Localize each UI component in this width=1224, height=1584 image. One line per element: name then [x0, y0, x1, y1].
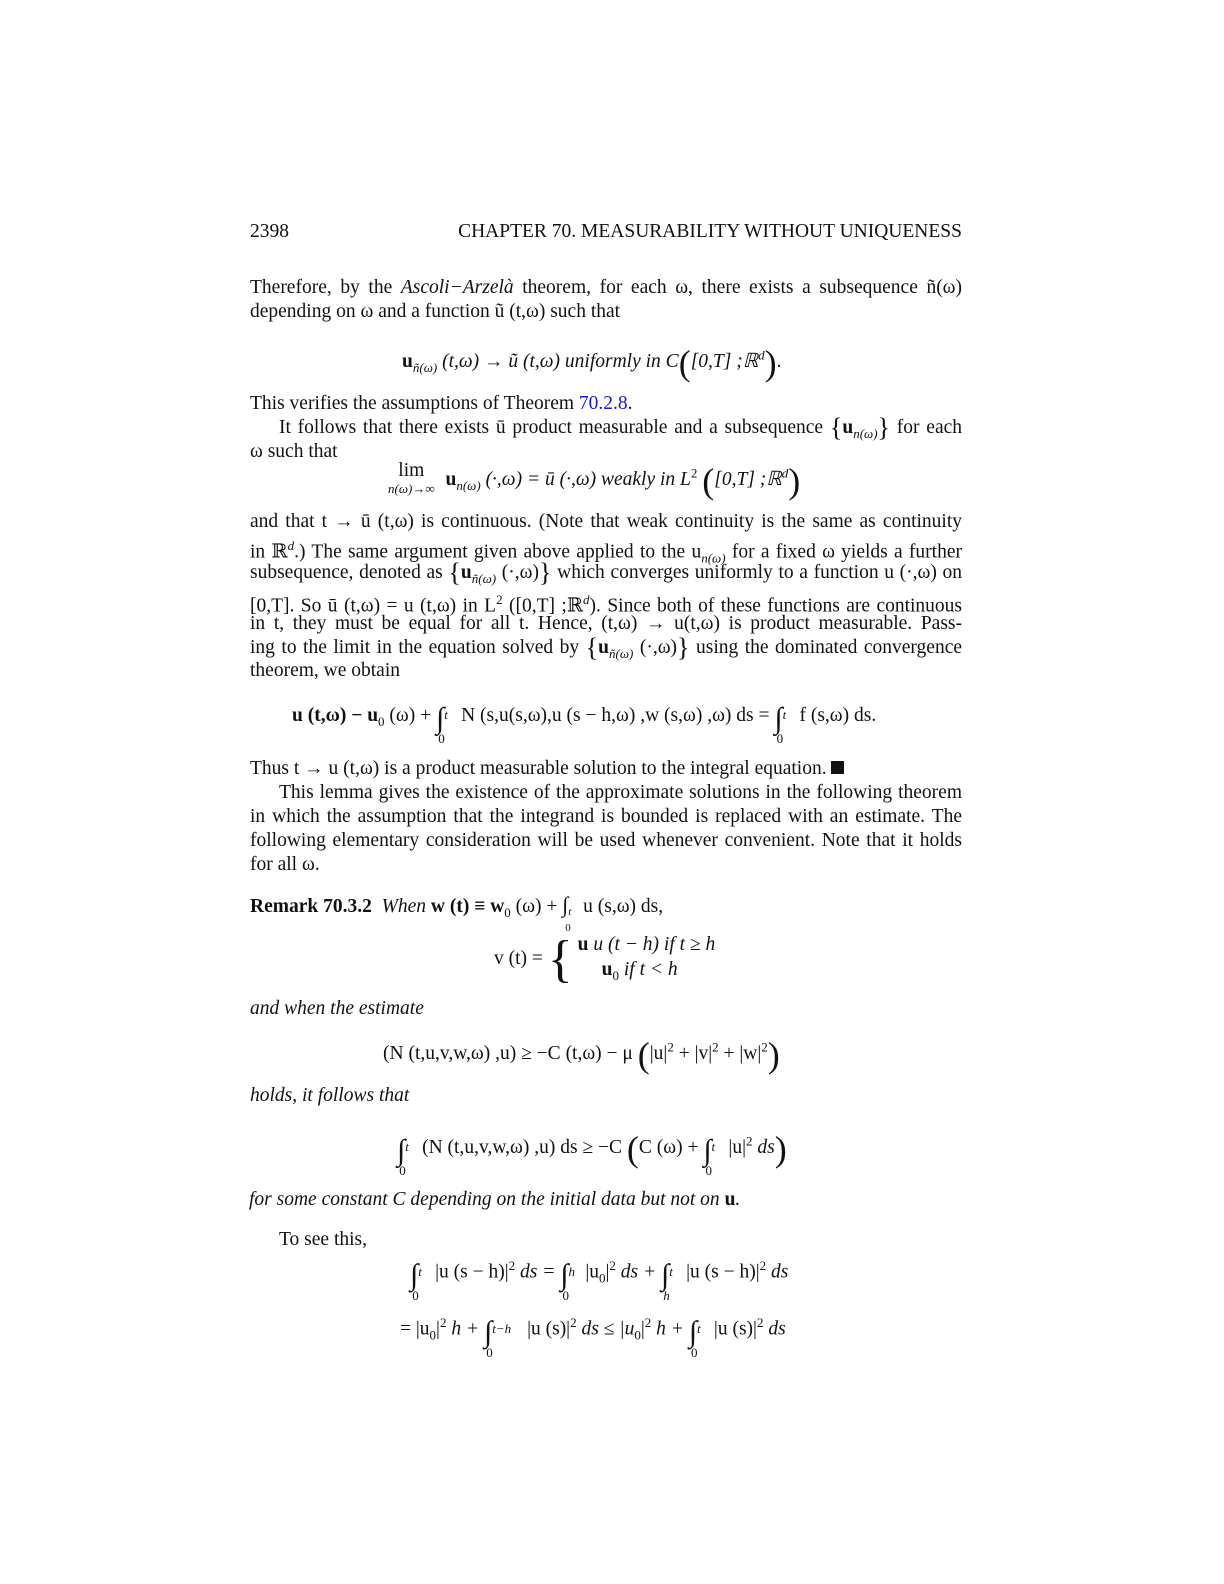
paragraph-line: Thus t → u (t,ω) is a product measurable solution to the integral equation.	[250, 757, 844, 781]
paragraph-line: To see this,	[279, 1229, 367, 1250]
paragraph-line: and when the estimate	[250, 998, 424, 1019]
paragraph-line: for some constant C depending on the initial data but not on u.	[249, 1189, 741, 1210]
theorem-reference-link[interactable]: 70.2.8	[578, 393, 628, 414]
paragraph-line: This lemma gives the existence of the approximate solutions in the following theorem	[279, 782, 962, 803]
equation-integral-estimate: ∫ t 0 (N (t,u,v,w,ω) ,u) ds ≥ −C (C (ω) + ∫ t 0 $|u|^2$ ds)	[397, 1129, 787, 1178]
paragraph-line: in which the assumption that the integrand is bounded is replaced with an estimate. The	[250, 806, 962, 827]
paragraph-line: following elementary consideration will be used whenever convenient. Note that it holds	[250, 830, 962, 851]
equation-derivation-row-2: = $|u_0|^2$ h + ∫ t−h 0 |u $(s)|^2$ ds ≤ $|u_0|^2$ h + ∫ t 0 |u $(s)|^2$ ds	[400, 1315, 786, 1360]
page-number: 2398	[250, 221, 289, 242]
remark-heading: Remark 70.3.2 When w $(t) \equiv w_0$ (ω) + ∫ t 0 u (s,ω) ds,	[250, 892, 664, 934]
equation-cases: v (t) = { u u (t − h) if t ≥ h $u_0$ if t < h	[494, 931, 716, 988]
remark-label: Remark 70.3.2	[250, 896, 372, 917]
equation-derivation-row-1: ∫ t 0 |u $(s - h)|^2$ ds = ∫ h 0 $|u_0|^2$ ds + ∫ t h |u $(s - h)|^2$ ds	[410, 1258, 789, 1303]
paragraph-line: Therefore, by the Ascoli−Arzelà theorem, for each ω, there exists a subsequence ñ(ω)	[250, 277, 963, 298]
paragraph-line: This verifies the assumptions of Theorem 70.2.8.	[250, 393, 633, 414]
chapter-header: CHAPTER 70. MEASURABILITY WITHOUT UNIQUENESS	[458, 221, 962, 242]
paragraph-line: depending on ω and a function ũ (t,ω) such that	[250, 301, 621, 322]
paragraph-line: in ℝ$^d$.) The same argument given above applied to the $u_{n(\omega)}$ for a fixed ω yields a further	[250, 538, 962, 566]
paragraph-line: ω such that	[250, 441, 338, 462]
equation-estimate: (N (t,u,v,w,ω) ,u) ≥ −C (t,ω) − μ $(|u|^2 + |v|^2 + |w|^2)$	[383, 1035, 780, 1075]
equation-uniform-convergence: $u_{ñ(\omega)}$ (t,ω) → ũ (t,ω) uniformly in C([0,T] ;ℝ$^d$).	[402, 343, 782, 383]
equation-weak-limit: lim n(ω)→∞ $u_{n(\omega)}$ (·,ω) = ū (·,ω) weakly in $L^2$ ([0,T] ;ℝ$^d$)	[388, 460, 801, 501]
paragraph-line: subsequence, denoted as {$u_{ñ(\omega)}$ (·,ω)} which converges uniformly to a function u (·,ω) on	[250, 558, 963, 587]
paragraph-line: [0,T]. So ū (t,ω) = u (t,ω) in $L^2$ ([0,T] ;ℝ$^d$). Since both of these functions are continuous	[250, 592, 963, 617]
paragraph-line: It follows that there exists ū product measurable and a subsequence $\{u_{n(\omega)}\}$ for each	[279, 413, 963, 442]
paragraph-line: theorem, we obtain	[250, 660, 400, 681]
paragraph-line: holds, it follows that	[250, 1085, 410, 1106]
qed-square-icon	[831, 761, 844, 774]
paragraph-line: and that t → ū (t,ω) is continuous. (Note that weak continuity is the same as continuity	[250, 511, 962, 532]
paragraph-line: for all ω.	[250, 854, 320, 875]
theorem-name: Ascoli−Arzelà	[400, 277, 514, 298]
equation-integral: u $(t,\omega) - u_0$ (ω) + ∫ t 0 N (s,u(s,ω),u (s − h,ω) ,w (s,ω) ,ω) ds = ∫ t 0 f (s,ω) ds.	[292, 702, 877, 746]
paragraph-line: ing to the limit in the equation solved by {$u_{ñ(\omega)}$ (·,ω)} using the dominated convergence	[250, 633, 963, 662]
paragraph-line: in t, they must be equal for all t. Hence, (t,ω) → u(t,ω) is product measurable. Pass-	[250, 613, 962, 634]
